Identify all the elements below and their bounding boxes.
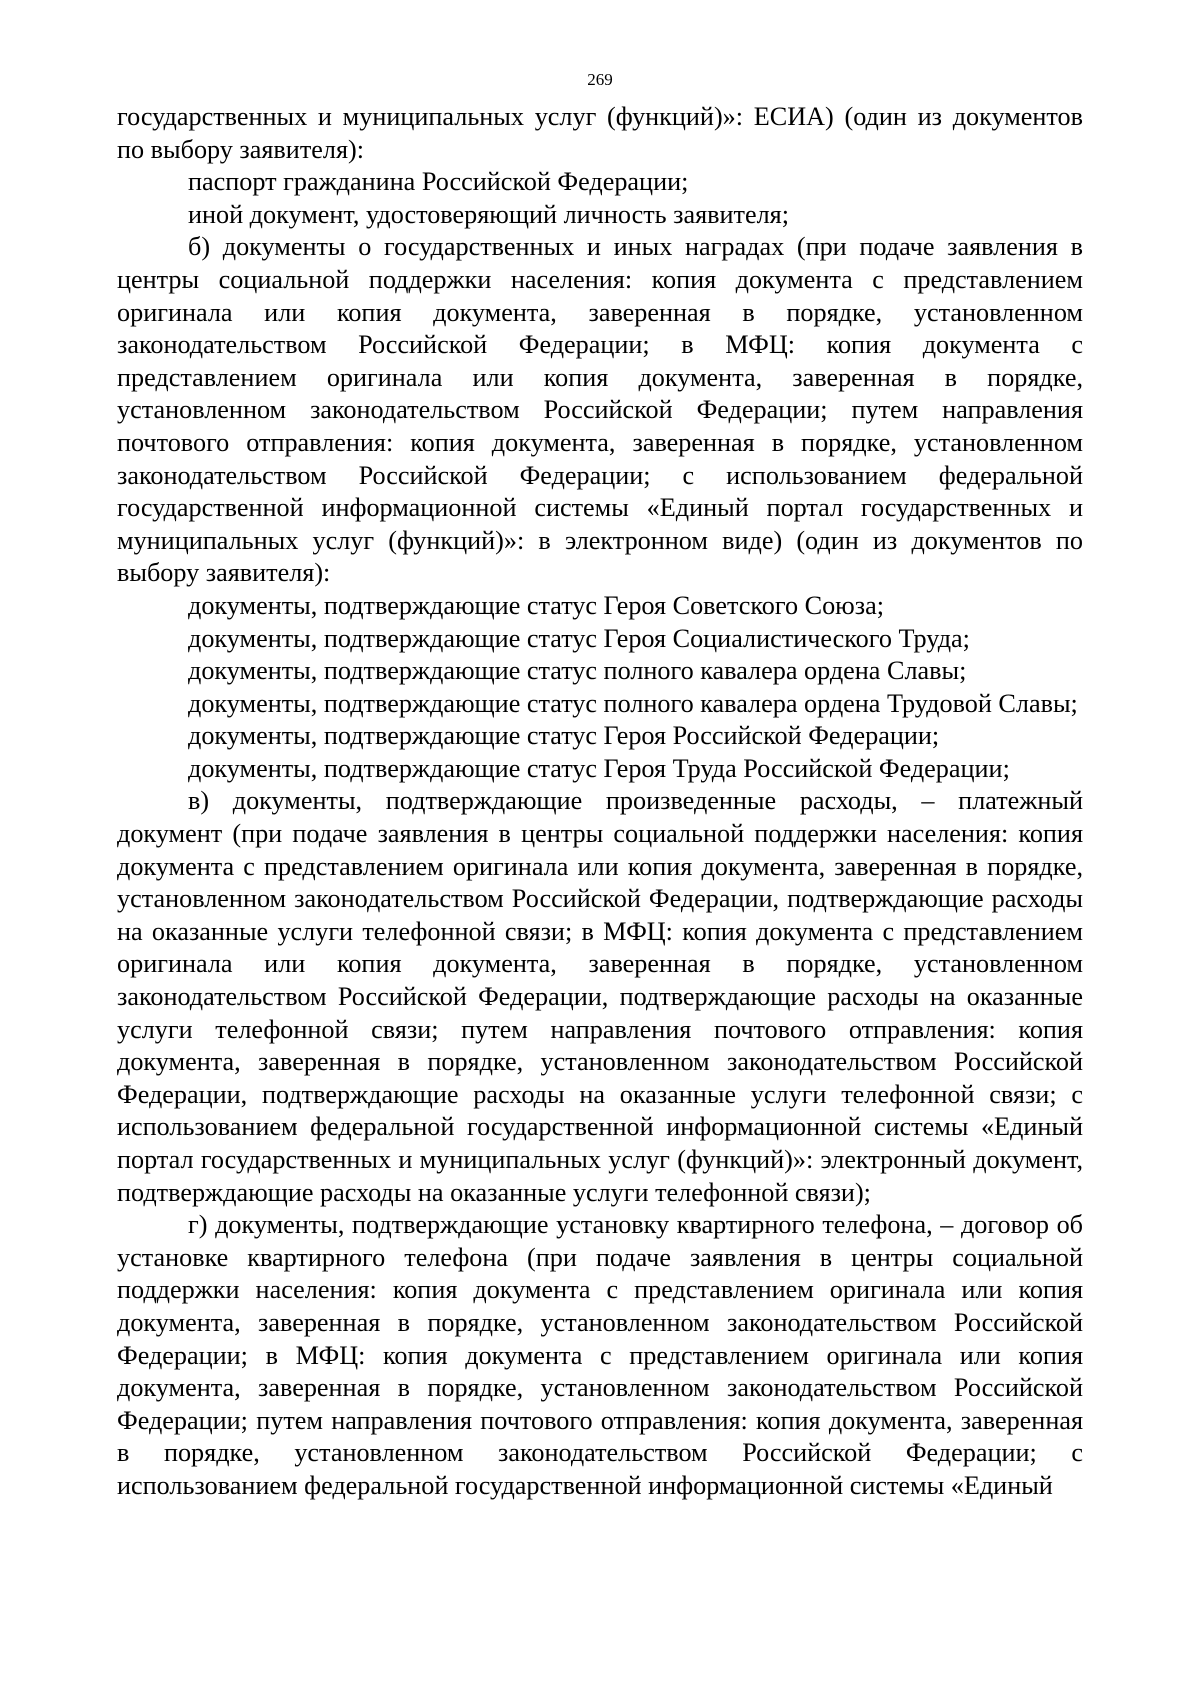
paragraph-b-awards: б) документы о государственных и иных наградах (при подаче заявления в центры социальной поддержки населения: копия документа с представлением оригинала или копия документа, заверенная в порядке, установленном законодательством Российской Федерации; в МФЦ: копия документа с представлением оригинала или копия документа, заверенная в порядке, установленном законодательством Российской Федерации; путем направления почтового отправления: копия документа, заверенная в порядке, установленном законодательством Российской Федерации; с использованием федеральной государственной информационной системы «Единый портал государственных и муниципальных услуг (функций)»: в электронном виде) (один из документов по выбору заявителя): (117, 232, 1083, 588)
document-body (117, 101, 1083, 1503)
list-item-passport: паспорт гражданина Российской Федерации; (188, 167, 689, 197)
list-item-hero-socialist-labour: документы, подтверждающие статус Героя Социалистического Труда; (188, 623, 970, 653)
paragraph-v-expenses: в) документы, подтверждающие произведенные расходы, – платежный документ (при подаче заявления в центры социальной поддержки населения: копия документа с представлением оригинала или копия документа, заверенная в порядке, установленном законодательством Российской Федерации, подтверждающие расходы на оказанные услуги телефонной связи; в МФЦ: копия документа с представлением оригинала или копия документа, заверенная в порядке, установленном законодательством Российской Федерации, подтверждающие расходы на оказанные услуги телефонной связи; путем направления почтового отправления: копия документа, заверенная в порядке, установленном законодательством Российской Федерации, подтверждающие расходы на оказанные услуги телефонной связи; с использованием федеральной государственной информационной системы «Единый портал государственных и муниципальных услуг (функций)»: электронный документ, подтверждающие расходы на оказанные услуги телефонной связи); (117, 786, 1083, 1207)
paragraph-continuation: государственных и муниципальных услуг (функций)»: ЕСИА) (один из документов по выбору заявителя): (117, 102, 1083, 164)
list-item-hero-soviet-union: документы, подтверждающие статус Героя Советского Союза; (188, 590, 884, 620)
list-item-hero-russian-federation: документы, подтверждающие статус Героя Российской Федерации; (188, 721, 940, 751)
list-item-hero-of-labour: документы, подтверждающие статус Героя Труда Российской Федерации; (188, 753, 1010, 783)
paragraph-g-telephone-installation: г) документы, подтверждающие установку квартирного телефона, – договор об установке квартирного телефона (при подаче заявления в центры социальной поддержки населения: копия документа с представлением оригинала или копия документа, заверенная в порядке, установленном законодательством Российской Федерации; в МФЦ: копия документа с представлением оригинала или копия документа, заверенная в порядке, установленном законодательством Российской Федерации; путем направления почтового отправления: копия документа, заверенная в порядке, установленном законодательством Российской Федерации; с использованием федеральной государственной информационной системы «Единый (117, 1210, 1083, 1500)
list-item-order-of-glory: документы, подтверждающие статус полного кавалера ордена Славы; (188, 656, 967, 686)
page-number: 269 (587, 70, 613, 89)
list-item-order-of-labour-glory: документы, подтверждающие статус полного кавалера ордена Трудовой Славы; (188, 688, 1078, 718)
list-item-identity-document: иной документ, удостоверяющий личность заявителя; (188, 199, 790, 229)
